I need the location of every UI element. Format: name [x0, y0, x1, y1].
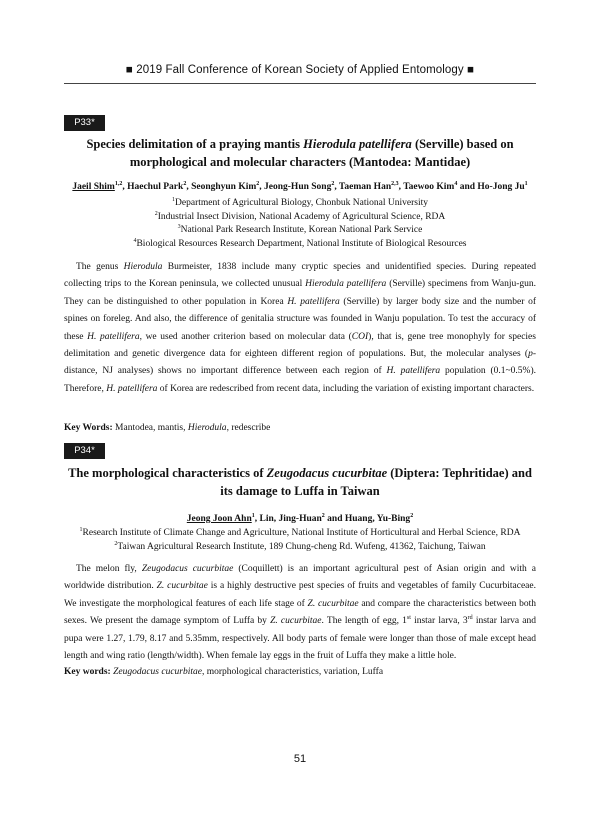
author-affil-ref: 2 — [256, 180, 260, 187]
author-name: Taeman Han — [338, 182, 392, 192]
affiliation-number: 3 — [177, 223, 181, 230]
author-affil-ref: 1,2 — [114, 180, 123, 187]
author-name: Huang, Yu-Bing — [344, 514, 411, 524]
affiliation — [64, 211, 536, 225]
author-affil-ref: 2 — [331, 180, 335, 187]
abstract-body-p33: The genus Hierodula Burmeister, 1838 include many cryptic species and unidentified species. During repeated collecting trips to the Korean peninsula, we collected unusual Hierodula patellifera (Serville) specimens from Wanju-gun. They can be distinguished to other population in Korea H. patellifera (Serville) by larger body size and the number of spines on foreleg. And also, the difference of genitalia structure was founded in Wanju population. To test the accuracy of these H. patellifera, we used another criterion based on molecular data (COI), that is, gene tree monophyly for species delimitation and genetic divergence data for eighteen different region of populations. But, the molecular analyses (p-distance, NJ analyses) shows no important difference between each region of H. patellifera population (0.1~0.5%). Therefore, H. patellifera of Korea are redescribed from recent data, including the variation of existing important characters. — [64, 262, 537, 394]
keywords-text: Zeugodacus cucurbitae, morphological characteristics, variation, Luffa — [113, 667, 384, 677]
keywords-label: Key words: — [64, 667, 111, 677]
affiliation — [64, 527, 536, 541]
author-name: Taewoo Kim — [403, 182, 455, 192]
affiliation — [64, 197, 536, 211]
title-species: Hierodula patellifera — [303, 137, 412, 151]
author-affil-ref: 1 — [524, 180, 528, 187]
author — [127, 182, 186, 192]
abstract-title-p34 — [64, 464, 536, 500]
author — [191, 182, 259, 192]
abstract-badge-p34: P34* — [64, 443, 105, 459]
author — [259, 514, 324, 524]
title-text: (Serville) based on morphological and molecular characters (Mantodea: Mantidae) — [129, 137, 514, 169]
keywords-p33 — [64, 421, 536, 435]
author-name: Seonghyun Kim — [191, 182, 257, 192]
affiliation-text: Taiwan Agricultural Research Institute, 189 Chung-cheng Rd. Wufeng, 41362, Taichung, Taiwan — [117, 541, 486, 552]
author — [72, 182, 122, 192]
abstract-title-p33 — [64, 135, 536, 171]
author-name: Lin, Jing-Huan — [259, 514, 322, 524]
keywords-text: Mantodea, mantis, Hierodula, redescribe — [112, 423, 271, 433]
author-name: Haechul Park — [127, 182, 184, 192]
author-affil-ref: 4 — [454, 180, 458, 187]
affiliation-number: 2 — [154, 210, 158, 217]
title-text: (Diptera: Tephritidae) and its damage to Luffa in Taiwan — [220, 466, 532, 498]
affiliation-text: Department of Agricultural Biology, Chonbuk National University — [175, 198, 428, 208]
author-affil-ref: 1 — [251, 512, 255, 519]
author-affil-ref: 2,3 — [391, 180, 399, 187]
keywords-label: Key Words: — [64, 423, 113, 433]
abstract-badge-p33: P33* — [64, 115, 105, 131]
title-species: Zeugodacus cucurbitae — [266, 466, 388, 480]
author-affil-ref: 2 — [321, 512, 325, 519]
affiliation-text: Biological Resources Research Department, National Institute of Biological Resources — [136, 238, 467, 249]
title-text: Species delimitation of a praying mantis — [86, 137, 304, 151]
author — [339, 182, 399, 192]
author-affil-ref: 2 — [410, 512, 414, 519]
affiliation-list-p34 — [64, 527, 536, 554]
author-list-p34: Jeong Joon Ahn$^1$, Lin, Jing-Huan$^2$ and Huang, Yu-Bing$^2$ — [186, 512, 414, 524]
author — [187, 514, 255, 524]
conference-header: ■ 2019 Fall Conference of Korean Society of Applied Entomology ■ — [125, 64, 475, 76]
affiliation-number: 1 — [172, 196, 176, 203]
author-name: Ho-Jong Ju — [477, 182, 525, 192]
author-affil-ref: 2 — [183, 180, 187, 187]
author-name: Jeong Joon Ahn — [186, 514, 252, 524]
affiliation — [64, 541, 536, 555]
header-divider — [64, 83, 536, 84]
author — [345, 514, 413, 524]
author-name: Jeong-Hun Song — [264, 182, 332, 192]
affiliation-text: Research Institute of Climate Change and Agriculture, National Institute of Horticultural and Herbal Science, RDA — [82, 528, 521, 538]
affiliation-text: National Park Research Institute, Korean National Park Service — [180, 225, 423, 235]
author — [477, 182, 527, 192]
affiliation-list-p33 — [64, 197, 536, 251]
affiliation-number: 4 — [133, 237, 137, 244]
author-list-p33: Jaeil Shim$^{1,2}$, Haechul Park$^2$, Seonghyun Kim$^2$, Jeong-Hun Song$^2$, Taeman Han$^{2,3}$, Taewoo Kim$^4$ and Ho-Jong Ju$^1$ — [72, 180, 528, 192]
author-name: Jaeil Shim — [72, 182, 115, 192]
affiliation-number: 2 — [114, 540, 118, 547]
author — [403, 182, 457, 192]
affiliation-text: Industrial Insect Division, National Academy of Agricultural Science, RDA — [157, 211, 446, 222]
keywords-p34 — [64, 665, 536, 679]
page-number: 51 — [293, 753, 307, 765]
affiliation — [64, 224, 536, 238]
affiliation — [64, 238, 536, 252]
abstract-body-p34: The melon fly, Zeugodacus cucurbitae (Coquillett) is an important agricultural pest of Asian origin and with a worldwide distribution. Z. cucurbitae is a highly destructive pest species of fruits and vegetables of family Cucurbitaceae. We investigate the morphological features of each life stage of Z. cucurbitae and compare the characteristics between both sexes. We present the damage symptom of Luffa by Z. cucurbitae. The length of egg, 1st instar larva, 3rd instar larva and pupa were 1.27, 1.79, 8.17 and 5.35mm, respectively. All body parts of female were longer than those of male except head length and wing ratio (length/width). When female lay eggs in the fruit of Luffa they make a little hole. — [64, 564, 537, 662]
author — [264, 182, 334, 192]
affiliation-number: 1 — [79, 526, 83, 533]
title-text: The morphological characteristics of — [68, 466, 267, 480]
